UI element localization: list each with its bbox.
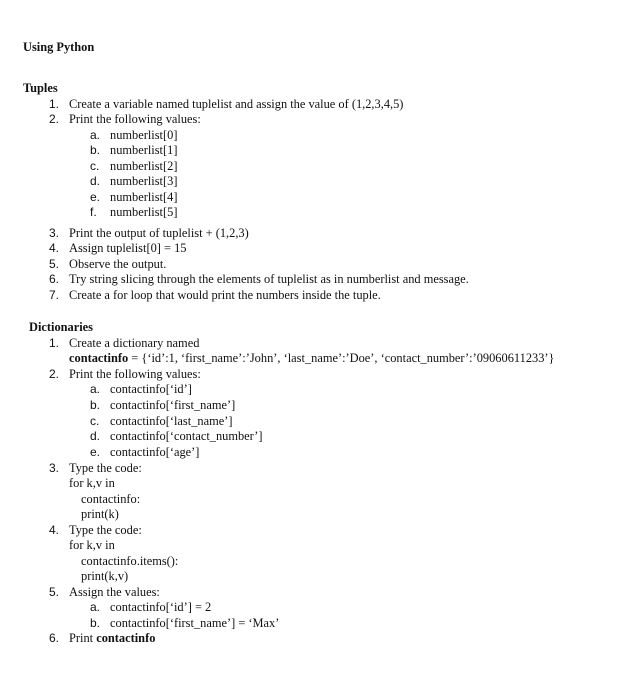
sub-list-item: contactinfo[‘id’] = 2 <box>110 600 212 614</box>
sub-list-item: contactinfo[‘first_name’] <box>110 398 236 412</box>
contactinfo-value: = {‘id’:1, ‘first_name’:’John’, ‘last_name’:’Doe’, ‘contact_number’:’09060611233’} <box>128 351 555 365</box>
code-line: for k,v in <box>69 476 115 490</box>
sub-list-letter: b. <box>90 398 101 412</box>
list-item: Assign tuplelist[0] = 15 <box>69 241 187 255</box>
list-item: Print the output of tuplelist + (1,2,3) <box>69 226 249 240</box>
sub-list-item: numberlist[5] <box>110 205 178 219</box>
contactinfo-label: contactinfo <box>69 351 129 365</box>
list-item-text: Print <box>69 631 97 645</box>
sub-list-item: contactinfo[‘first_name’] = ‘Max’ <box>110 616 280 630</box>
list-number: 1. <box>49 336 60 350</box>
sub-list-letter: a. <box>90 128 101 142</box>
code-line: print(k) <box>81 507 119 521</box>
code-line: contactinfo: <box>81 492 141 506</box>
sub-list-item: contactinfo[‘age’] <box>110 445 200 459</box>
list-item: Observe the output. <box>69 257 167 271</box>
list-number: 2. <box>49 112 60 126</box>
list-item <box>69 631 155 646</box>
list-number: 6. <box>49 631 60 645</box>
code-line: for k,v in <box>69 538 115 552</box>
sub-list-letter: d. <box>90 429 101 443</box>
sub-list-item: numberlist[2] <box>110 159 178 173</box>
list-item: Assign the values: <box>69 585 160 599</box>
sub-list-letter: f. <box>90 205 97 219</box>
sub-list-item: numberlist[0] <box>110 128 178 142</box>
code-line: print(k,v) <box>81 569 129 583</box>
sub-list-letter: b. <box>90 143 101 157</box>
sub-list-item: numberlist[4] <box>110 190 178 204</box>
list-item: Create a variable named tuplelist and assign the value of (1,2,3,4,5) <box>69 97 404 111</box>
list-item: Create a for loop that would print the numbers inside the tuple. <box>69 288 381 302</box>
list-number: 5. <box>49 585 60 599</box>
list-number: 6. <box>49 272 60 286</box>
sub-list-letter: a. <box>90 382 101 396</box>
sub-list-letter: d. <box>90 174 101 188</box>
list-item: Type the code: <box>69 461 142 475</box>
list-number: 3. <box>49 226 60 240</box>
list-number: 4. <box>49 241 60 255</box>
list-item: Print the following values: <box>69 112 201 126</box>
sub-list-letter: e. <box>90 445 101 459</box>
sub-list-item: numberlist[1] <box>110 143 178 157</box>
sub-list-item: contactinfo[‘id’] <box>110 382 192 396</box>
contactinfo-definition <box>69 351 554 366</box>
sub-list-item: contactinfo[‘last_name’] <box>110 414 233 428</box>
code-line: contactinfo.items(): <box>81 554 179 568</box>
list-number: 2. <box>49 367 60 381</box>
list-number: 7. <box>49 288 60 302</box>
sub-list-letter: c. <box>90 159 100 173</box>
list-item: Create a dictionary named <box>69 336 200 350</box>
sub-list-letter: c. <box>90 414 100 428</box>
sub-list-item: numberlist[3] <box>110 174 178 188</box>
list-item: Try string slicing through the elements of tuplelist as in numberlist and message. <box>69 272 469 286</box>
list-item: Type the code: <box>69 523 142 537</box>
list-number: 1. <box>49 97 60 111</box>
dictionaries-heading: Dictionaries <box>29 320 94 334</box>
sub-list-letter: a. <box>90 600 101 614</box>
sub-list-letter: e. <box>90 190 101 204</box>
list-number: 5. <box>49 257 60 271</box>
contactinfo-bold: contactinfo <box>96 631 156 645</box>
list-item: Print the following values: <box>69 367 201 381</box>
document-title: Using Python <box>23 40 95 54</box>
sub-list-letter: b. <box>90 616 101 630</box>
sub-list-item: contactinfo[‘contact_number’] <box>110 429 263 443</box>
list-number: 4. <box>49 523 60 537</box>
tuples-heading: Tuples <box>23 81 58 95</box>
list-number: 3. <box>49 461 60 475</box>
